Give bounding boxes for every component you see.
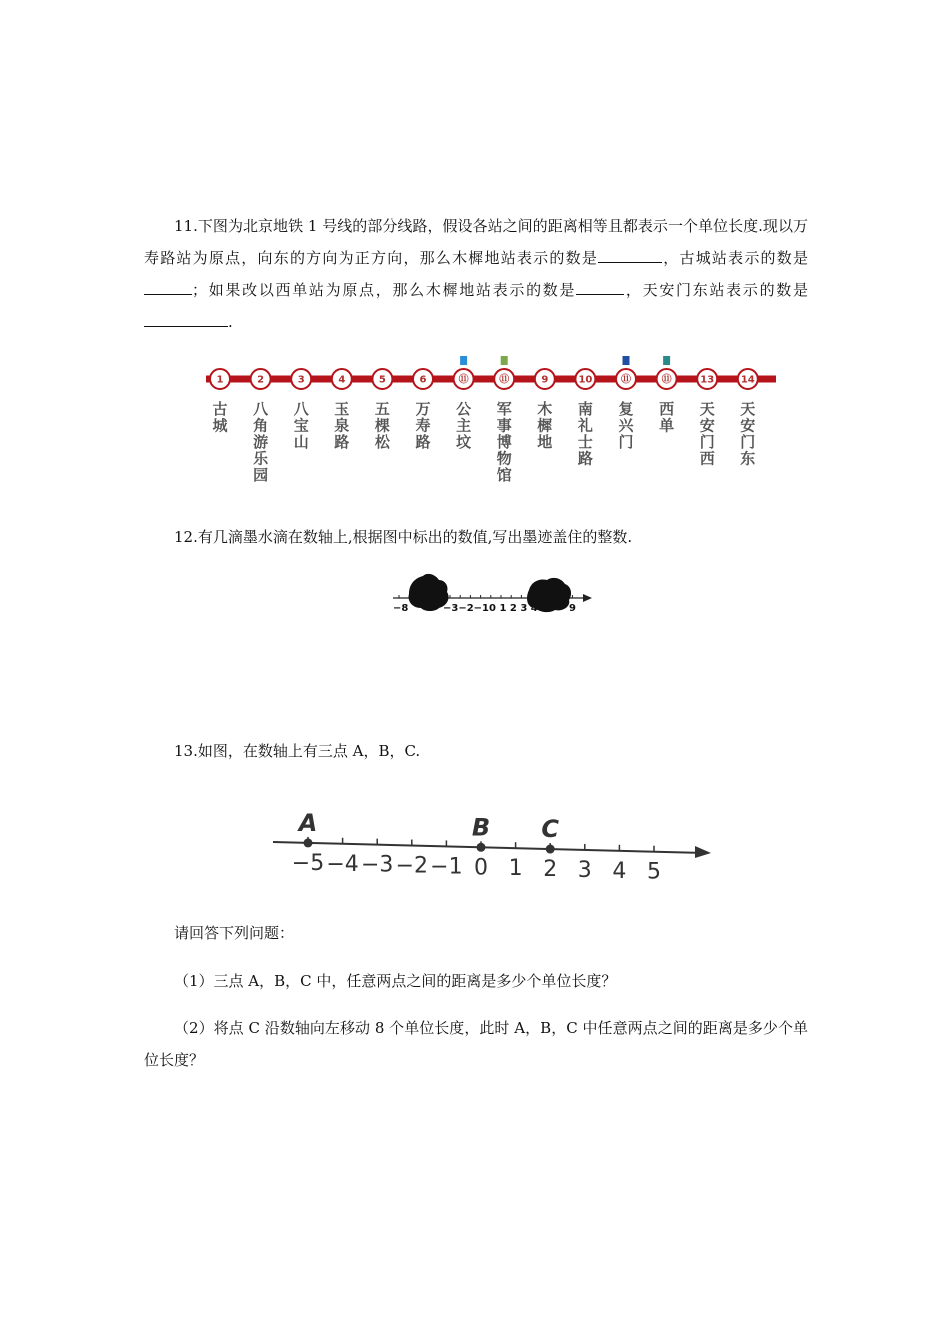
point-a — [304, 838, 313, 847]
answer-blank-3[interactable] — [576, 276, 624, 295]
station-number: 9 — [541, 374, 549, 386]
answer-blank-2[interactable] — [144, 276, 192, 295]
station-name: 天安门东 — [740, 400, 756, 468]
station-number: 6 — [419, 374, 427, 386]
station-name: 万寿路 — [415, 400, 431, 451]
point-label: C — [541, 815, 560, 844]
station-number: 5 — [378, 374, 386, 386]
station-name: 八宝山 — [293, 400, 309, 451]
station-name: 军事博物馆 — [496, 400, 512, 484]
tick-label: 0 — [474, 855, 488, 881]
question-12-text: 12.有几滴墨水滴在数轴上,根据图中标出的数值,写出墨迹盖住的整数. — [174, 528, 633, 546]
station-number: 2 — [257, 374, 265, 386]
q11-part2: ，古城站表示的数是 — [662, 249, 808, 267]
station-number: 1 — [216, 374, 224, 386]
point-label: B — [471, 813, 491, 842]
arrow-head-icon — [583, 594, 592, 602]
station-name: 天安门西 — [699, 400, 715, 468]
transfer-marker — [663, 356, 670, 365]
tick-label: −4 — [326, 851, 359, 877]
tick-label: −2 — [395, 853, 429, 879]
tick-label: −1 — [430, 854, 463, 880]
sub-question-2: （2）将点 C 沿数轴向左移动 8 个单位长度，此时 A，B，C 中任意两点之间的距离是多少个单位长度？ — [144, 1019, 808, 1069]
station-name: 复兴门 — [618, 400, 634, 451]
ink-number-line — [385, 568, 600, 620]
axis-arrow-icon — [695, 846, 711, 858]
tick-label: 4 — [612, 858, 627, 884]
transfer-marker — [623, 356, 630, 365]
q11-part5: . — [228, 313, 233, 331]
q11-part3: ；如果改以西单站为原点，那么木樨地站表示的数是 — [192, 281, 577, 299]
station-number: 10 — [578, 374, 593, 386]
tick-label: −5 — [291, 850, 325, 876]
station-number: 4 — [338, 374, 346, 386]
station-name: 木樨地 — [537, 400, 553, 451]
tick-label: 1 — [508, 856, 523, 882]
subway-line-diagram — [200, 350, 790, 490]
answer-blank-1[interactable] — [598, 244, 662, 263]
station-number: 14 — [740, 374, 755, 386]
station-number: 3 — [297, 374, 305, 386]
point-label: A — [298, 808, 318, 837]
tick-label: −3 — [360, 852, 394, 878]
station-name: 南礼士路 — [577, 400, 593, 468]
question-11-text — [144, 210, 808, 338]
station-number: ⑪ — [458, 374, 469, 386]
q11-part1: 11.下图为北京地铁 1 号线的部分线路，假设各站之间的距离相等且都表示一个单位长度.现以万寿路站为原点，向东的方向为正方向，那么木樨地站表示的数是 — [144, 217, 808, 267]
prompt-text: 请回答下列问题： — [174, 924, 295, 942]
station-number: 13 — [700, 374, 715, 386]
station-number: ⑪ — [661, 374, 672, 386]
station-name: 西单 — [659, 400, 675, 435]
station-name: 古城 — [212, 400, 228, 435]
transfer-marker — [501, 356, 508, 365]
station-name: 八角游乐园 — [253, 400, 269, 484]
transfer-marker — [460, 356, 467, 365]
point-c — [546, 845, 555, 854]
abc-number-line — [265, 800, 720, 890]
station-name: 五棵松 — [374, 400, 390, 451]
tick-label: 5 — [647, 859, 661, 885]
station-name: 玉泉路 — [334, 400, 350, 451]
answer-blank-4[interactable] — [144, 308, 228, 327]
label-minus-8: −8 — [393, 603, 409, 614]
label-minus3-to-4: −3−2−10 1 2 3 4 — [443, 603, 538, 614]
tick-label: 2 — [543, 857, 558, 883]
sub-question-1: （1）三点 A，B，C 中，任意两点之间的距离是多少个单位长度？ — [174, 972, 617, 990]
tick-label: 3 — [577, 857, 592, 883]
point-b — [477, 843, 486, 852]
q11-part4: ，天安门东站表示的数是 — [624, 281, 808, 299]
label-9: 9 — [569, 603, 576, 614]
question-13-text: 13.如图，在数轴上有三点 A，B，C. — [174, 742, 421, 760]
station-number: ⑪ — [499, 374, 510, 386]
station-name: 公主坟 — [456, 400, 472, 451]
station-number: ⑪ — [621, 374, 631, 386]
